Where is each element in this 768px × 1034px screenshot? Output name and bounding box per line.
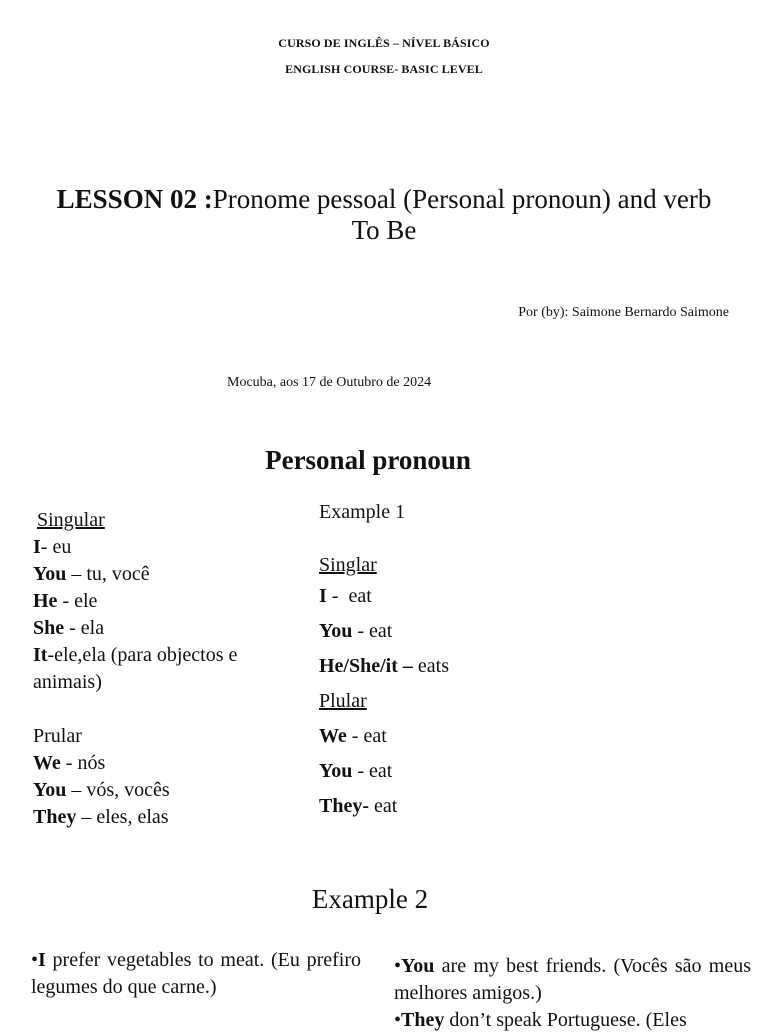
- example-sentence: [31, 947, 361, 1001]
- conjugation-row: [319, 614, 619, 649]
- pronoun-row: [33, 561, 263, 588]
- separator: -: [47, 644, 55, 666]
- sentence-text: don’t speak Portuguese. (Eles: [444, 1009, 687, 1031]
- author-line: Por (by): Saimone Bernardo Saimone: [518, 305, 729, 320]
- pronoun-row: [33, 642, 263, 696]
- example1-block: [319, 498, 619, 824]
- pronoun-row: [33, 615, 263, 642]
- separator: -: [40, 536, 53, 558]
- pronoun-meaning: ele: [74, 590, 98, 612]
- conjugation-pronoun: He/She/it: [319, 655, 398, 677]
- separator: -: [60, 752, 78, 774]
- pronoun-meaning: ela: [80, 617, 105, 639]
- example1-plural-heading: Plular: [319, 690, 367, 712]
- sentence-subject: I: [38, 949, 46, 971]
- sentence-text: prefer vegetables to meat. (Eu prefiro legumes do que carne.): [31, 949, 361, 998]
- verb-form: eat: [369, 620, 393, 642]
- separator: -: [326, 585, 349, 607]
- sentence-subject: You: [401, 955, 435, 977]
- separator: -: [57, 590, 75, 612]
- course-title-pt: CURSO DE INGLÊS – NÍVEL BÁSICO: [278, 36, 490, 50]
- conjugation-row: [319, 754, 619, 789]
- verb-form: eat: [363, 725, 387, 747]
- separator: -: [64, 617, 81, 639]
- example1-title: Example 1: [319, 501, 406, 523]
- pronoun: We: [33, 752, 61, 774]
- conjugation-row: [319, 719, 619, 754]
- pronoun-meaning: eu: [52, 536, 72, 558]
- lesson-label: LESSON 02 :: [56, 184, 213, 214]
- pronoun: I: [33, 536, 41, 558]
- pronoun-row: [33, 588, 263, 615]
- example2-left-column: [31, 947, 361, 1001]
- conjugation-pronoun: You: [319, 760, 353, 782]
- pronoun-row: [33, 750, 263, 777]
- pronoun-row: [33, 534, 263, 561]
- separator: –: [76, 806, 97, 828]
- conjugation-row: [319, 789, 619, 824]
- pronoun: They: [33, 806, 77, 828]
- pronoun-meaning: eles, elas: [96, 806, 169, 828]
- pronoun-meaning: vós, vocês: [86, 779, 170, 801]
- section-title-example2: Example 2: [311, 884, 429, 914]
- plural-heading: Prular: [33, 725, 82, 747]
- pronoun-meaning: tu, você: [86, 563, 150, 585]
- pronoun: You: [33, 563, 67, 585]
- example-sentence: [394, 1007, 751, 1034]
- conjugation-pronoun: They-: [319, 795, 369, 817]
- bullet: •: [31, 949, 39, 971]
- sentence-subject: They: [401, 1009, 445, 1031]
- plural-list: [33, 750, 263, 831]
- separator: -: [352, 620, 370, 642]
- course-title-en: ENGLISH COURSE- BASIC LEVEL: [285, 62, 483, 76]
- conjugation-pronoun: You: [319, 620, 353, 642]
- lesson-title: [0, 184, 768, 246]
- pronoun: It: [33, 644, 48, 666]
- separator: –: [66, 779, 87, 801]
- separator: -: [346, 725, 364, 747]
- conjugation-row: [319, 579, 619, 614]
- pronoun-list: [33, 507, 263, 831]
- example2-right-column: [394, 953, 751, 1034]
- pronoun: She: [33, 617, 65, 639]
- example-sentence: [394, 953, 751, 1007]
- section-title-personal-pronoun: Personal pronoun: [265, 445, 471, 475]
- pronoun: You: [33, 779, 67, 801]
- verb-form: eat: [348, 585, 372, 607]
- singular-list: [33, 534, 263, 696]
- singular-heading: Singular: [37, 509, 105, 531]
- bullet: •: [394, 955, 402, 977]
- pronoun-row: [33, 804, 263, 831]
- verb-form: eats: [417, 655, 449, 677]
- separator: –: [397, 655, 418, 677]
- pronoun-meaning: ele,ela (para objectos e animais): [33, 644, 243, 693]
- example1-singular-list: [319, 579, 619, 684]
- pronoun-row: [33, 777, 263, 804]
- lesson-title-line1: [0, 184, 768, 215]
- example1-plural-list: [319, 719, 619, 824]
- conjugation-row: [319, 649, 619, 684]
- pronoun-meaning: nós: [77, 752, 106, 774]
- lesson-title-text: Pronome pessoal (Personal pronoun) and verb: [212, 184, 712, 214]
- date-place: Mocuba, aos 17 de Outubro de 2024: [227, 375, 432, 390]
- sentence-text: are my best friends. (Vocês são meus melhores amigos.): [394, 955, 751, 1004]
- bullet: •: [394, 1009, 402, 1031]
- example1-singular-heading: Singlar: [319, 554, 377, 576]
- verb-form: eat: [374, 795, 398, 817]
- pronoun: He: [33, 590, 58, 612]
- separator: -: [352, 760, 370, 782]
- verb-form: eat: [369, 760, 393, 782]
- separator: –: [66, 563, 87, 585]
- lesson-title-line2: To Be: [351, 215, 417, 245]
- conjugation-pronoun: I: [319, 585, 327, 607]
- conjugation-pronoun: We: [319, 725, 347, 747]
